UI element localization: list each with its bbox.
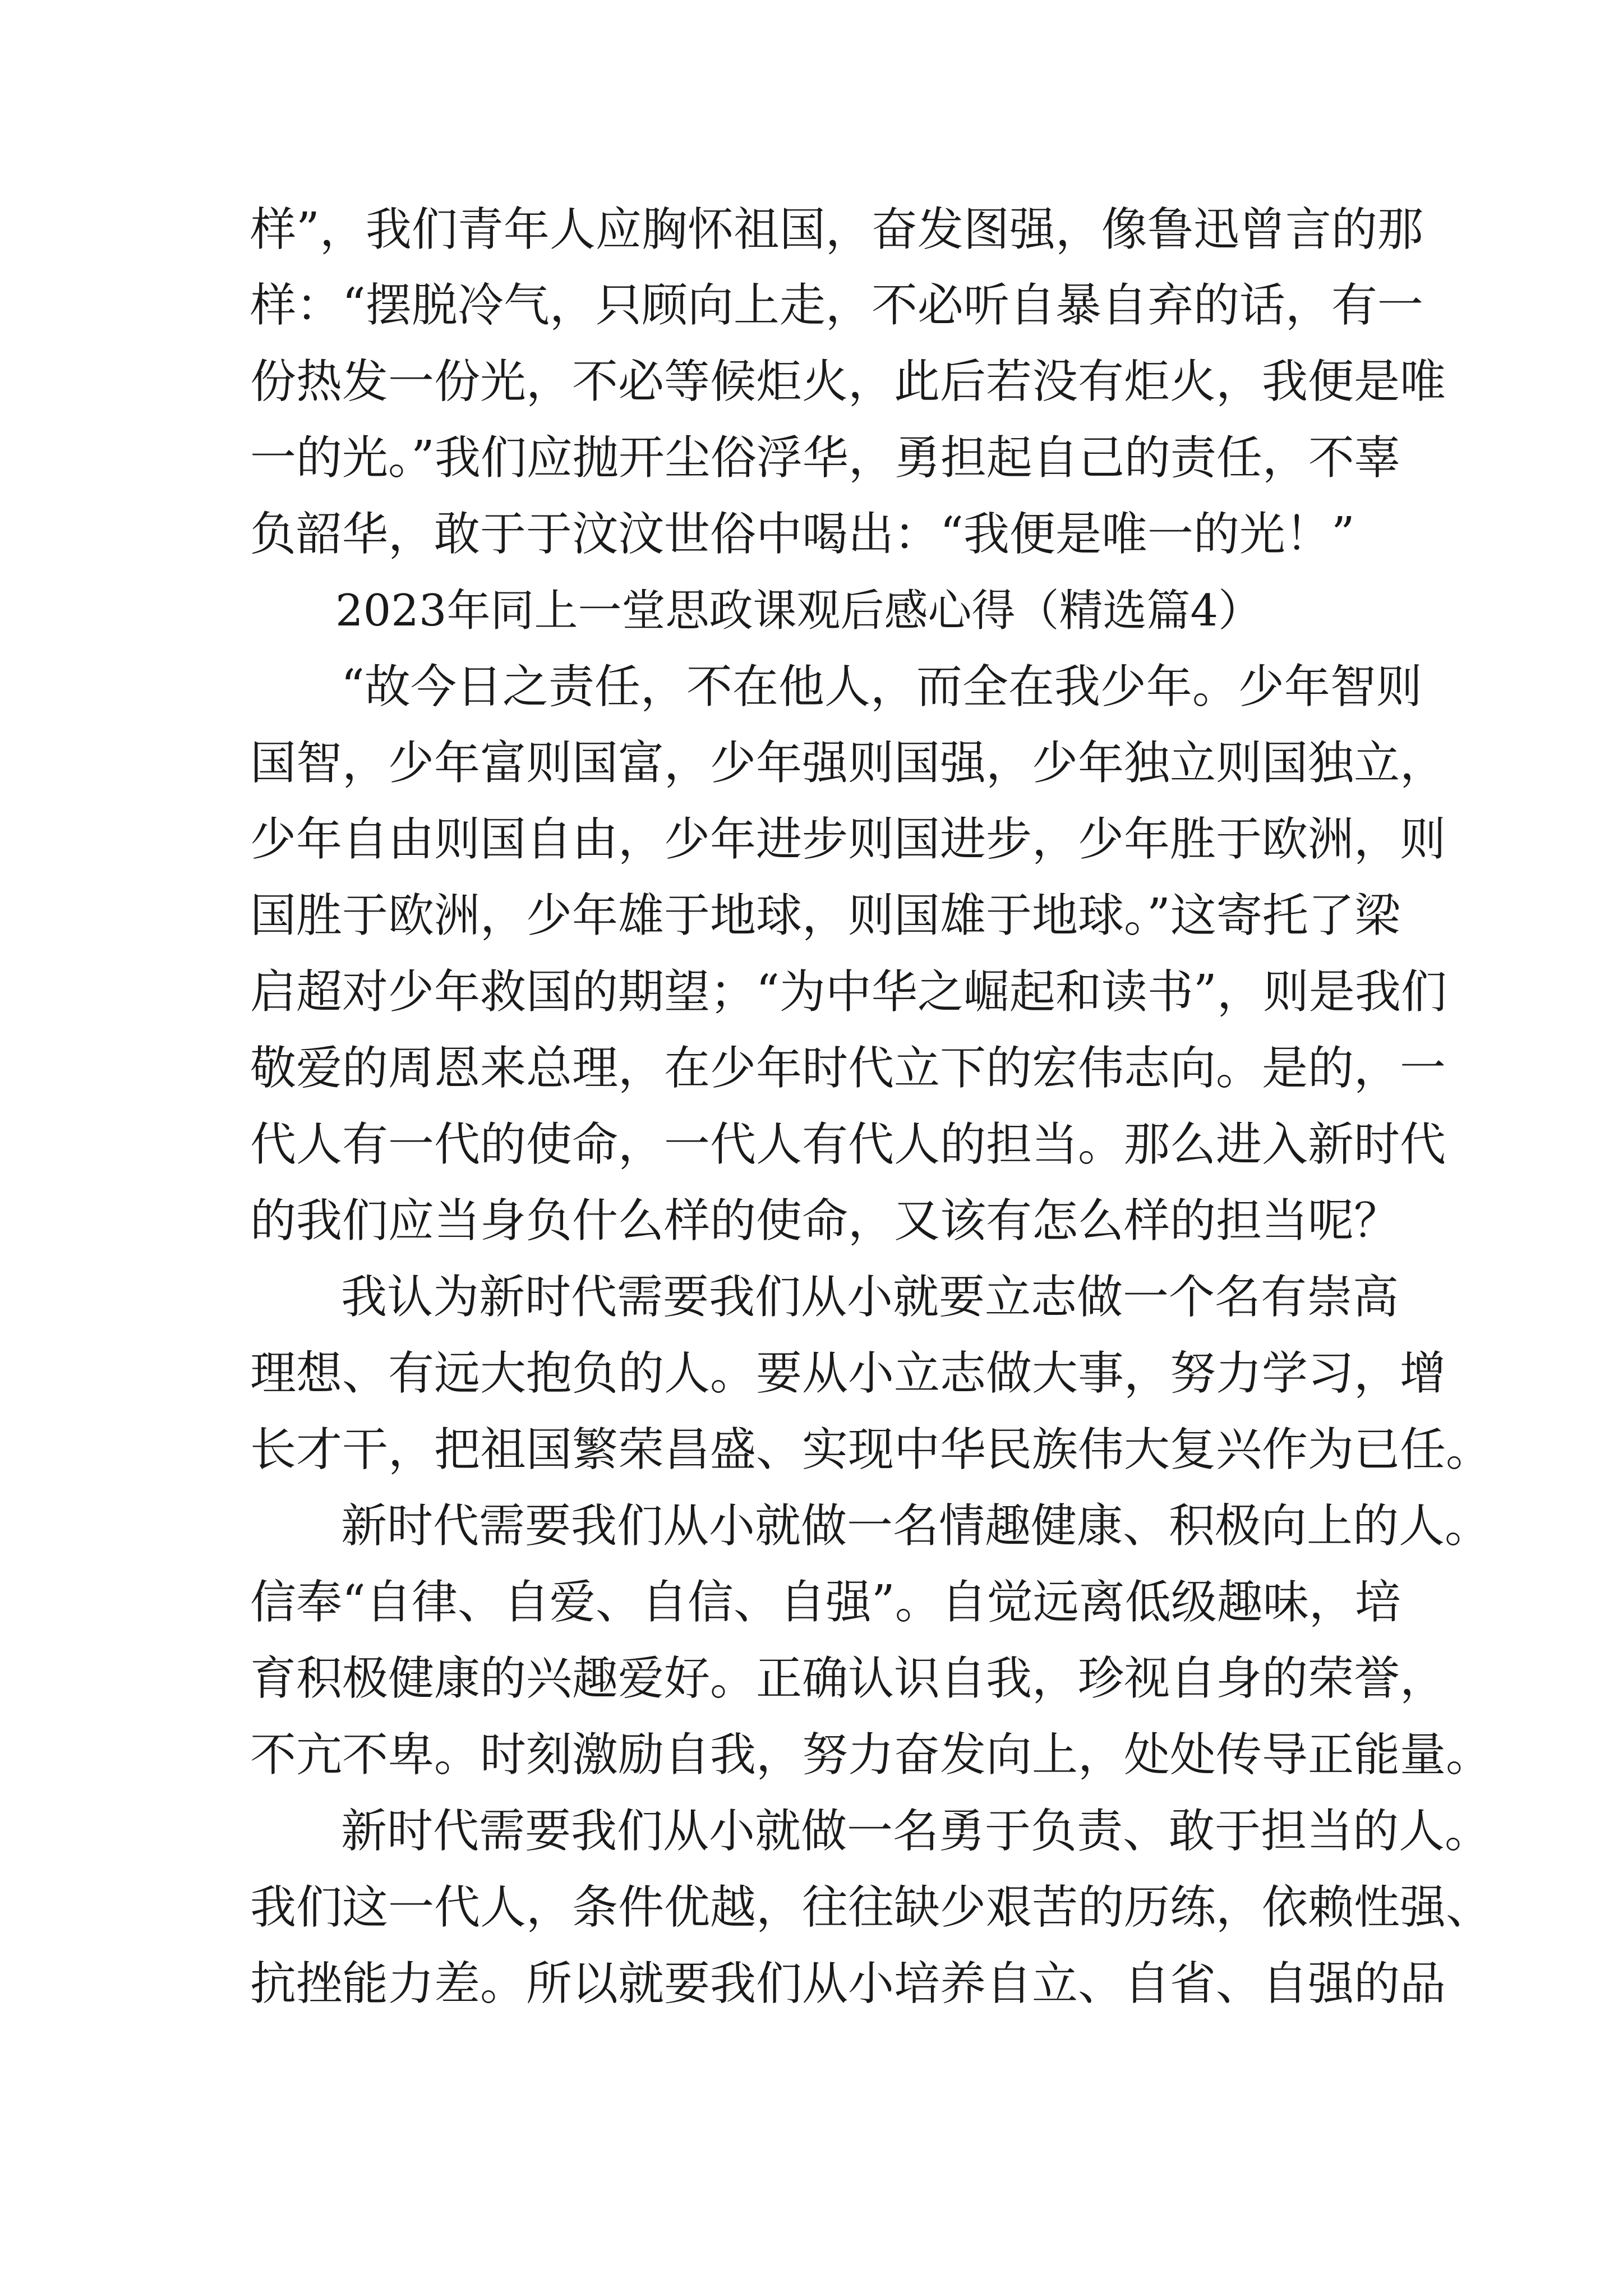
text-line: 不亢不卑。时刻激励自我，努力奋发向上，处处传导正能量。 xyxy=(250,1728,1492,1782)
text-line: 代人有一代的使命，一代人有代人的担当。那么进入新时代 xyxy=(250,1118,1446,1171)
text-line: 样：“摆脱冷气，只顾向上走，不必听自暴自弃的话，有一 xyxy=(250,279,1423,332)
text-line: 我认为新时代需要我们从小就要立志做一个名有崇高 xyxy=(341,1271,1399,1324)
text-line: 理想、有远大抱负的人。要从小立志做大事，努力学习，增 xyxy=(250,1347,1446,1400)
text-line: 信奉“自律、自爱、自信、自强”。自觉远离低级趣味，培 xyxy=(250,1576,1401,1629)
text-line: 新时代需要我们从小就做一名情趣健康、积极向上的人。 xyxy=(341,1499,1491,1553)
text-line: 长才干，把祖国繁荣昌盛、实现中华民族伟大复兴作为已任。 xyxy=(250,1423,1492,1476)
text-line: 敬爱的周恩来总理，在少年时代立下的宏伟志向。是的，一 xyxy=(250,1042,1446,1095)
text-line: 育积极健康的兴趣爱好。正确认识自我，珍视自身的荣誉， xyxy=(250,1652,1446,1705)
text-line: 的我们应当身负什么样的使命，又该有怎么样的担当呢？ xyxy=(250,1194,1400,1248)
text-line: 份热发一份光，不必等候炬火，此后若没有炬火，我便是唯 xyxy=(250,355,1446,408)
text-line: 国智，少年富则国富，少年强则国强，少年独立则国独立， xyxy=(250,737,1446,790)
text-line: 我们这一代人，条件优越，往往缺少艰苦的历练，依赖性强、 xyxy=(250,1881,1492,1934)
text-line: 抗挫能力差。所以就要我们从小培养自立、自省、自强的品 xyxy=(250,1957,1446,2010)
text-line: 启超对少年救国的期望；“为中华之崛起和读书”，则是我们 xyxy=(250,965,1447,1019)
text-line: 负韶华，敢于于汶汶世俗中喝出：“我便是唯一的光！” xyxy=(250,508,1355,561)
text-line: 样”，我们青年人应胸怀祖国，奋发图强，像鲁迅曾言的那 xyxy=(250,203,1423,256)
text-line: 新时代需要我们从小就做一名勇于负责、敢于担当的人。 xyxy=(341,1805,1491,1858)
section-heading: 2023年同上一堂思政课观后感心得（精选篇4） xyxy=(335,586,1262,636)
text-line: 国胜于欧洲，少年雄于地球，则国雄于地球。”这寄托了梁 xyxy=(250,889,1400,942)
text-line: “故今日之责任，不在他人，而全在我少年。少年智则 xyxy=(341,660,1422,714)
text-line: 一的光。”我们应抛开尘俗浮华，勇担起自己的责任，不辜 xyxy=(250,431,1400,485)
text-line: 少年自由则国自由，少年进步则国进步，少年胜于欧洲，则 xyxy=(250,813,1446,866)
